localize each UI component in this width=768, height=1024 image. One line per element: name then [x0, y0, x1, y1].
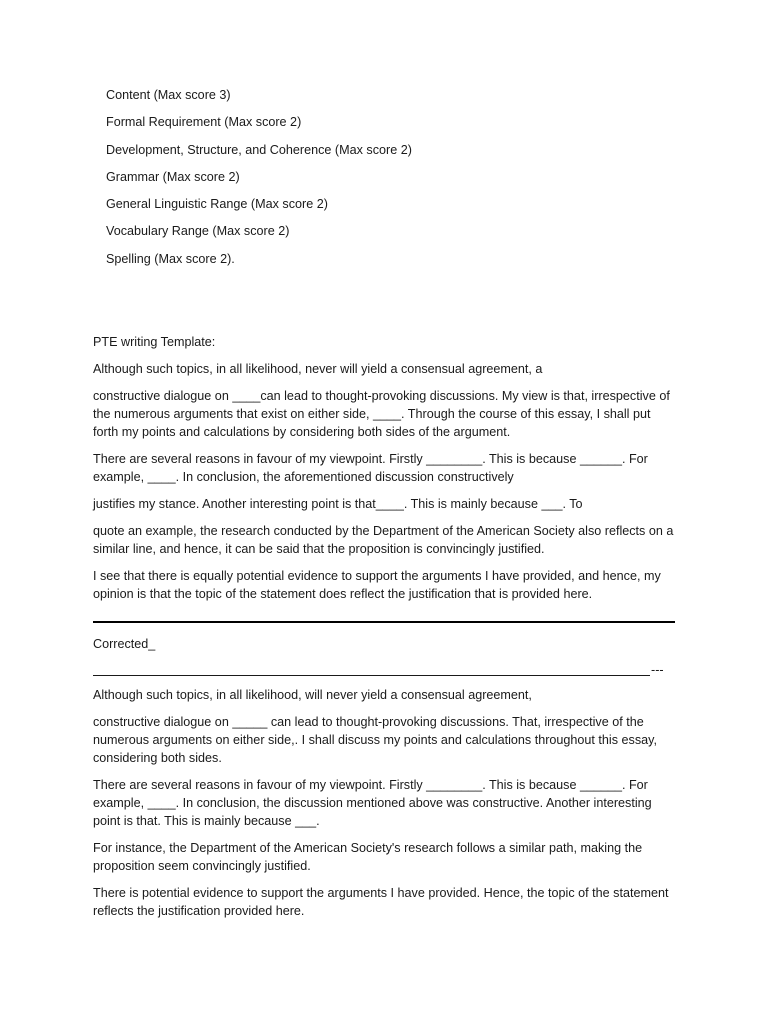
corrected-paragraph: There are several reasons in favour of my viewpoint. Firstly ________. This is because ______. For example, ____. In conclusion, the discussion mentioned above was constructive. Another interesting point is that. This is mainly because ___.: [93, 778, 652, 828]
criteria-item: Formal Requirement (Max score 2): [106, 115, 302, 130]
corrected-paragraph: There is potential evidence to support the arguments I have provided. Hence, the topic of the statement reflects the justification provided here.: [93, 886, 669, 918]
criteria-item: General Linguistic Range (Max score 2): [106, 197, 328, 212]
criteria-item: Vocabulary Range (Max score 2): [106, 224, 290, 239]
corrected-paragraph: For instance, the Department of the American Society's research follows a similar path, making the proposition seem convincingly justified.: [93, 841, 643, 873]
template-paragraph: justifies my stance. Another interesting point is that____. This is mainly because ___. To: [93, 497, 583, 511]
scoring-criteria-list: [106, 86, 412, 277]
corrected-paragraph: constructive dialogue on _____ can lead to thought-provoking discussions. That, irrespective of the numerous arguments on either side,. I shall discuss my points and calculations throughout this essay, considering both sides.: [93, 715, 657, 765]
document-body: [93, 333, 677, 920]
underline-row: [93, 661, 677, 679]
template-paragraph: I see that there is equally potential evidence to support the arguments I have provided, and hence, my opinion is that the topic of the statement does reflect the justification that is provided here.: [93, 569, 661, 601]
template-paragraph: quote an example, the research conducted by the Department of the American Society also reflects on a similar line, and hence, it can be said that the proposition is convincingly justified.: [93, 524, 674, 556]
template-paragraph: Although such topics, in all likelihood, never will yield a consensual agreement, a: [93, 362, 543, 376]
underline-blank: [93, 661, 650, 676]
template-paragraph: constructive dialogue on ____can lead to thought-provoking discussions. My view is that, irrespective of the numerous arguments that exist on either side, ____. Through the course of this essay, I shall put forth my points and calculations by considering both sides of the argument.: [93, 389, 670, 439]
corrected-heading: Corrected_: [93, 637, 156, 651]
template-paragraph: There are several reasons in favour of my viewpoint. Firstly ________. This is because ______. For example, ____. In conclusion, the aforementioned discussion constructively: [93, 452, 648, 484]
criteria-item: Development, Structure, and Coherence (Max score 2): [106, 142, 412, 157]
underline-tail: ---: [651, 663, 664, 677]
corrected-paragraph: Although such topics, in all likelihood, will never yield a consensual agreement,: [93, 688, 532, 702]
section-divider: [93, 621, 675, 623]
template-heading: PTE writing Template:: [93, 335, 216, 349]
criteria-item: Content (Max score 3): [106, 88, 231, 102]
criteria-item: Spelling (Max score 2).: [106, 251, 235, 266]
criteria-item: Grammar (Max score 2): [106, 169, 240, 184]
